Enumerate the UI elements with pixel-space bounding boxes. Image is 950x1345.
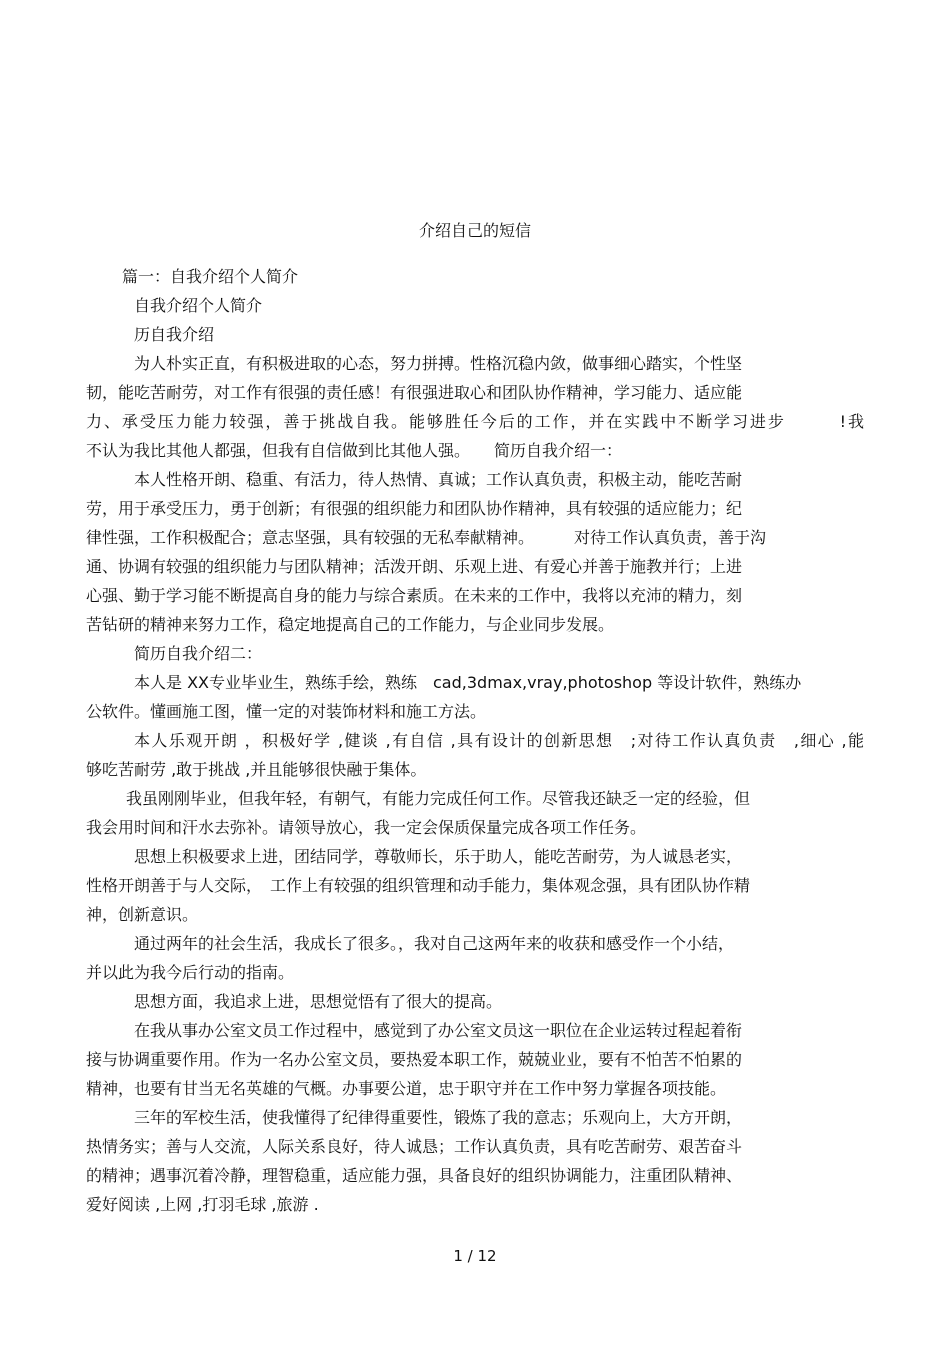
- text-line: 性格开朗善于与人交际， 工作上有较强的组织管理和动手能力，集体观念强，具有团队协作精: [86, 876, 751, 895]
- text-line: 思想上积极要求上进，团结同学，尊敬师长，乐于助人，能吃苦耐劳，为人诚恳老实，: [134, 847, 743, 866]
- document-body: [86, 262, 864, 1219]
- text-line: 公软件。懂画施工图，懂一定的对装饰材料和施工方法。: [86, 702, 487, 721]
- text-line: 神，创新意识。: [86, 905, 199, 924]
- text-line: 律性强，工作积极配合；意志坚强，具有较强的无私奉献精神。 对待工作认真负责，善于沟: [86, 528, 767, 547]
- text-line: 历自我介绍: [134, 325, 215, 344]
- text-line: 通、协调有较强的组织能力与团队精神；活泼开朗、乐观上进、有爱心并善于施教并行；上进: [86, 557, 743, 576]
- text-line: 我会用时间和汗水去弥补。请领导放心，我一定会保质保量完成各项工作任务。: [86, 818, 647, 837]
- text-line: 思想方面，我追求上进，思想觉悟有了很大的提高。: [134, 992, 503, 1011]
- text-line: 简历自我介绍二：: [134, 644, 263, 663]
- text-line: 三年的军校生活，使我懂得了纪律得重要性，锻炼了我的意志；乐观向上，大方开朗，: [134, 1108, 743, 1127]
- text-line: 并以此为我今后行动的指南。: [86, 963, 295, 982]
- text-line: 爱好阅读 ,上网 ,打羽毛球 ,旅游 .: [86, 1195, 319, 1214]
- text-line: 力、承受压力能力较强，善于挑战自我。能够胜任今后的工作，并在实践中不断学习进步 !我: [86, 412, 864, 431]
- text-line: 苦钻研的精神来努力工作，稳定地提高自己的工作能力，与企业同步发展。: [86, 615, 615, 634]
- text-line: 热情务实；善与人交流，人际关系良好，待人诚恳；工作认真负责，具有吃苦耐劳、艰苦奋斗: [86, 1137, 743, 1156]
- text-line: 劳，用于承受压力，勇于创新；有很强的组织能力和团队协作精神，具有较强的适应能力；纪: [86, 499, 743, 518]
- text-line: 接与协调重要作用。作为一名办公室文员，要热爱本职工作，兢兢业业，要有不怕苦不怕累的: [86, 1050, 743, 1069]
- text-line: 本人乐观开朗 ，积极好学 ,健谈 ,有自信 ,具有设计的创新思想 ;对待工作认真负责 ,细心 ,能: [134, 731, 864, 750]
- text-line: 精神，也要有甘当无名英雄的气概。办事要公道，忠于职守并在工作中努力掌握各项技能。: [86, 1079, 727, 1098]
- document-title: 介绍自己的短信: [418, 221, 531, 240]
- text-line: 的精神；遇事沉着冷静，理智稳重，适应能力强，具备良好的组织协调能力，注重团队精神、: [86, 1166, 743, 1185]
- text-line: 篇一：自我介绍个人简介: [122, 267, 299, 286]
- text-line: 在我从事办公室文员工作过程中，感觉到了办公室文员这一职位在企业运转过程起着衔: [134, 1021, 743, 1040]
- page-number: 1 / 12: [453, 1247, 497, 1265]
- text-line: 本人性格开朗、稳重、有活力，待人热情、真诚；工作认真负责，积极主动，能吃苦耐: [134, 470, 743, 489]
- text-line: 我虽刚刚毕业，但我年轻，有朝气，有能力完成任何工作。尽管我还缺乏一定的经验，但: [126, 789, 751, 808]
- text-line: 够吃苦耐劳 ,敢于挑战 ,并且能够很快融于集体。: [86, 760, 427, 779]
- text-line: 不认为我比其他人都强，但我有自信做到比其他人强。 简历自我介绍一：: [86, 441, 623, 460]
- text-line: 心强、勤于学习能不断提高自身的能力与综合素质。在未来的工作中，我将以充沛的精力，刻: [86, 586, 743, 605]
- text-line: 本人是 XX专业毕业生，熟练手绘，熟练 cad,3dmax,vray,photoshop 等设计软件，熟练办: [134, 673, 802, 692]
- text-line: 自我介绍个人简介: [134, 296, 263, 315]
- text-line: 为人朴实正直，有积极进取的心态，努力拼搏。性格沉稳内敛，做事细心踏实，个性坚: [134, 354, 743, 373]
- text-line: 通过两年的社会生活，我成长了很多。，我对自己这两年来的收获和感受作一个小结，: [134, 934, 735, 953]
- text-line: 韧，能吃苦耐劳，对工作有很强的责任感！有很强进取心和团队协作精神，学习能力、适应能: [86, 383, 743, 402]
